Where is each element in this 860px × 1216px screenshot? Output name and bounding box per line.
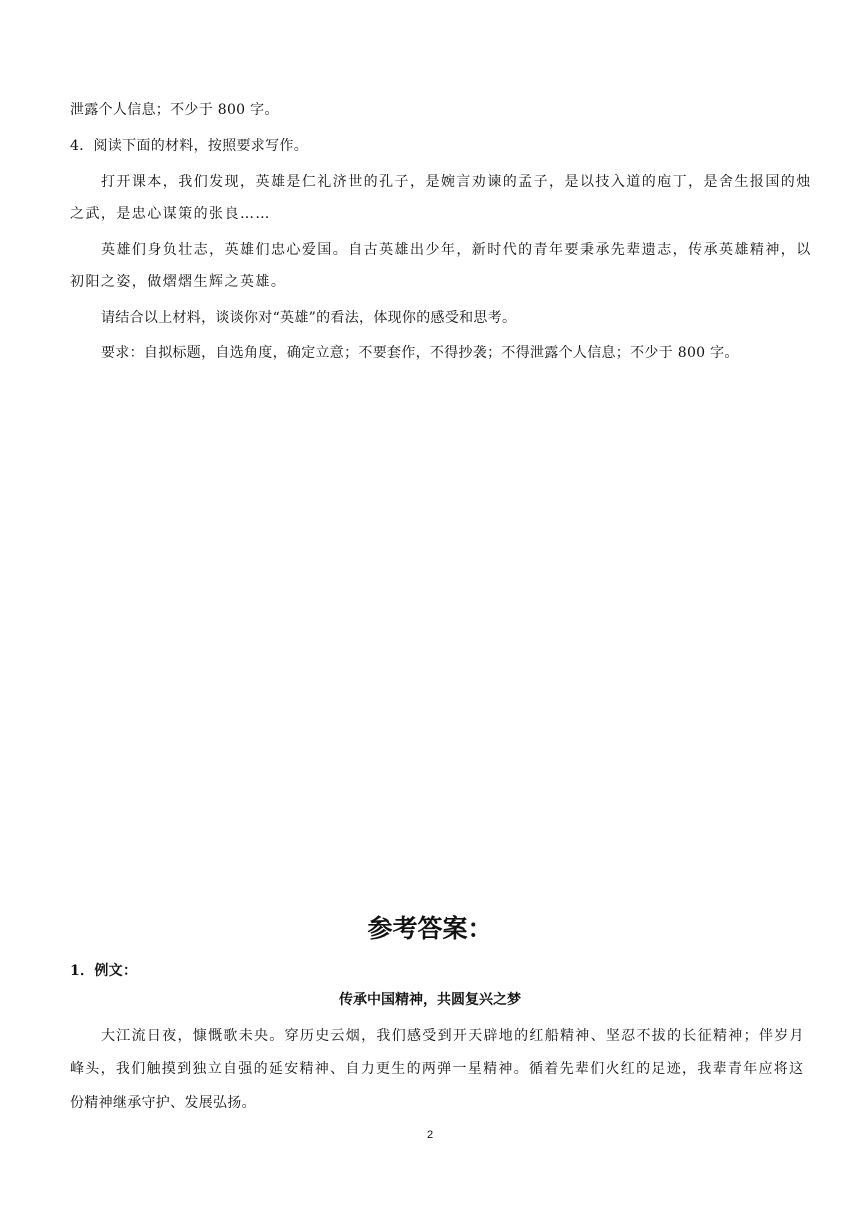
answers-heading: 参考答案： (367, 914, 493, 943)
answer-1-label: 1．例文： (70, 963, 138, 979)
essay-title: 传承中国精神，共圆复兴之梦 (339, 992, 521, 1008)
essay-paragraph-line-2: 峰头，我们触摸到独立自强的延安精神、自力更生的两弹一星精神。循着先辈们火红的足迹，我辈青年应将这 (70, 1061, 805, 1077)
writing-prompt: 请结合以上材料，谈谈你对“英雄”的看法，体现你的感受和思考。 (101, 310, 517, 326)
page-number: 2 (426, 1129, 434, 1141)
material-paragraph-1-line-1: 打开课本，我们发现，英雄是仁礼济世的孔子，是婉言劝谏的孟子，是以技入道的庖丁，是舍生报国的烛 (101, 174, 812, 190)
essay-paragraph-line-3: 份精神继承守护、发展弘扬。 (70, 1095, 256, 1111)
writing-requirements: 要求：自拟标题，自选角度，确定立意；不要套作，不得抄袭；不得泄露个人信息；不少于 800 字。 (101, 345, 739, 361)
essay-paragraph-line-1: 大江流日夜，慷慨歌未央。穿历史云烟，我们感受到开天辟地的红船精神、坚忍不拔的长征精神；伴岁月 (101, 1028, 805, 1044)
material-paragraph-2-line-1: 英雄们身负壮志，英雄们忠心爱国。自古英雄出少年，新时代的青年要秉承先辈遗志，传承英雄精神，以 (101, 242, 812, 258)
question-4-heading: 4．阅读下面的材料，按照要求写作。 (70, 138, 309, 154)
material-paragraph-1-line-2: 之武，是忠心谋策的张良…… (70, 206, 271, 222)
continued-requirement-text: 泄露个人信息；不少于 800 字。 (70, 102, 279, 118)
material-paragraph-2-line-2: 初阳之姿，做熠熠生辉之英雄。 (70, 274, 287, 290)
